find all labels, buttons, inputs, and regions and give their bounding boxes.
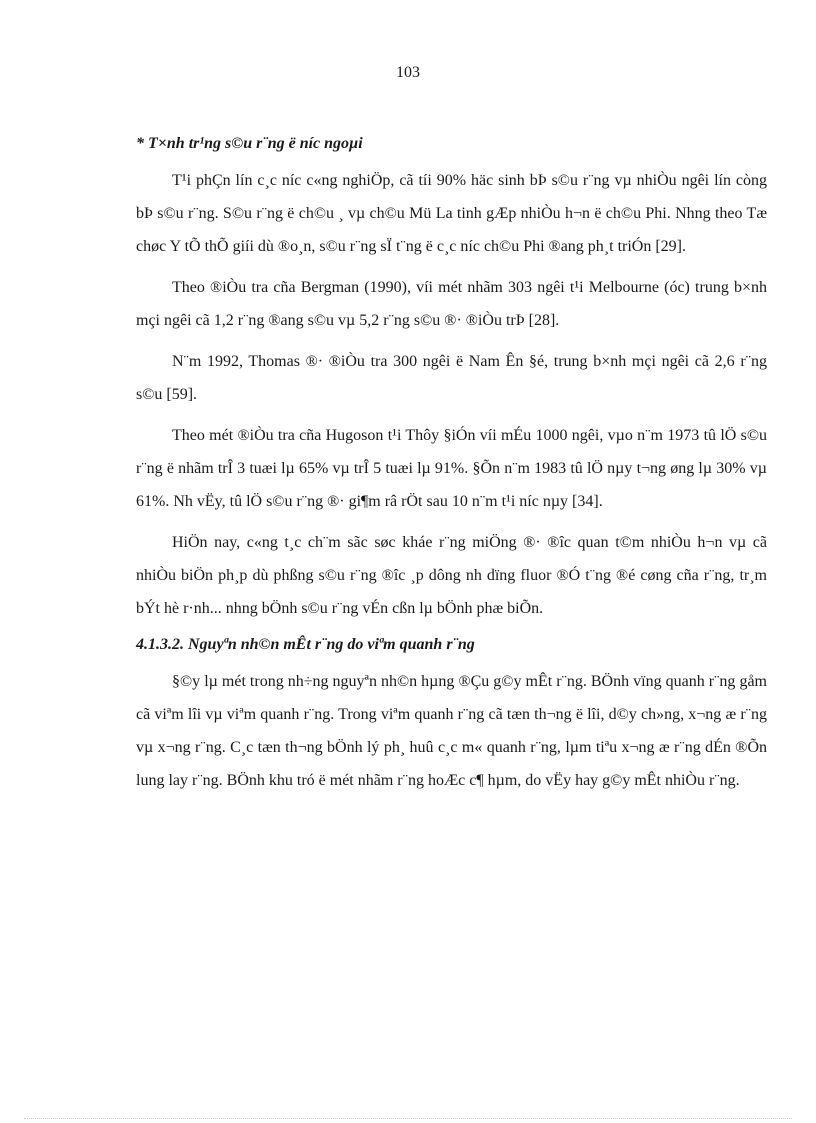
paragraph: §©y lµ mét trong nh÷ng nguyªn nh©n hµng ®Çu g©y mÊt r¨ng. BÖnh vïng quanh r¨ng gåm cã viªm lîi vµ viªm quanh r¨ng. Trong viªm quanh r¨ng cã tæn th¬ng ë lîi, d©y ch»ng, x¬ng æ r¨ng vµ x¬ng r¨ng. C¸c tæn th¬ng bÖnh lý ph¸ huû c¸c m« quanh r¨ng, lµm tiªu x¬ng æ r¨ng dÉn ®Õn lung lay r¨ng. BÖnh khu tró ë mét nhãm r¨ng hoÆc c¶ hµm, do vËy hay g©y mÊt nhiÒu r¨ng. (136, 673, 767, 789)
paragraph: Theo ®iÒu tra cña Bergman (1990), víi mét nhãm 303 ngêi t¹i Melbourne (óc) trung b×nh mçi ngêi cã 1,2 r¨ng ®ang s©u vµ 5,2 r¨ng s©u ®· ®iÒu trÞ [28]. (136, 279, 767, 329)
paragraph: T¹i phÇn lín c¸c níc c«ng nghiÖp, cã tíi 90% häc sinh bÞ s©u r¨ng vµ nhiÒu ngêi lín còng bÞ s©u r¨ng. S©u r¨ng ë ch©u ¸ vµ ch©u Mü La tinh gÆp nhiÒu h¬n ë ch©u Phi. Nhng theo Tæ chøc Y tÕ thÕ giíi dù ®o¸n, s©u r¨ng sÏ t¨ng ë c¸c níc ch©u Phi ®ang ph¸t triÓn [29]. (136, 172, 767, 255)
section-heading: 4.1.3.2. Nguyªn nh©n mÊt r¨ng do viªm quanh r¨ng (136, 636, 475, 653)
page-number: 103 (396, 64, 420, 81)
document-body (136, 132, 767, 797)
paragraph: HiÖn nay, c«ng t¸c ch¨m sãc søc kháe r¨ng miÖng ®· ®îc quan t©m nhiÒu h¬n vµ cã nhiÒu biÖn ph¸p dù phßng s©u r¨ng ®îc ¸p dông nh dïng fluor ®Ó t¨ng ®é cøng cña r¨ng, tr¸m bÝt hè r·nh... nhng bÖnh s©u r¨ng vÉn cßn lµ bÖnh phæ biÕn. (136, 534, 767, 617)
paragraph: Theo mét ®iÒu tra cña Hugoson t¹i Thôy §iÓn víi mÉu 1000 ngêi, vµo n¨m 1973 tû lÖ s©u r¨ng ë nhãm trÎ 3 tuæi lµ 65% vµ trÎ 5 tuæi lµ 91%. §Õn n¨m 1983 tû lÖ nµy t¬ng øng lµ 30% vµ 61%. Nh vËy, tû lÖ s©u r¨ng ®· gi¶m râ rÖt sau 10 n¨m t¹i níc nµy [34]. (136, 427, 767, 510)
footer-divider (24, 1118, 792, 1119)
paragraph: N¨m 1992, Thomas ®· ®iÒu tra 300 ngêi ë Nam Ên §é, trung b×nh mçi ngêi cã 2,6 r¨ng s©u [59]. (136, 353, 767, 403)
section-heading: * T×nh tr¹ng s©u r¨ng ë níc ngoµi (136, 135, 363, 152)
